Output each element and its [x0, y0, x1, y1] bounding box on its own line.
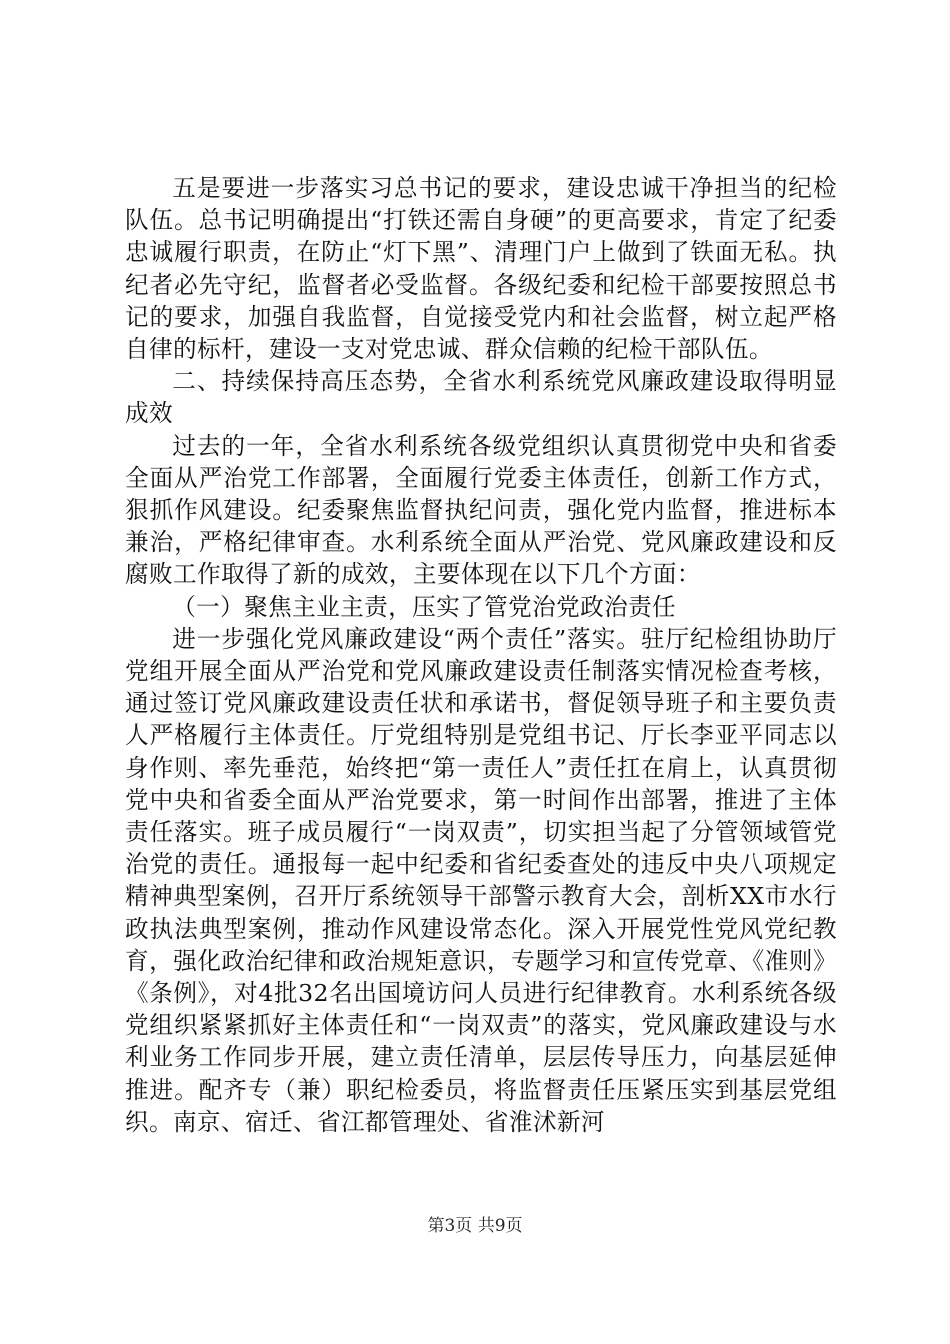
- paragraph-two-responsibilities: 进一步强化党风廉政建设“两个责任”落实。驻厅纪检组协助厅党组开展全面从严治党和党风廉政建设责任制落实情况检查考核，通过签订党风廉政建设责任状和承诺书，督促领导班子和主要负责人严格履行主体责任。厅党组特别是党组书记、厅长李亚平同志以身作则、率先垂范，始终把“第一责任人”责任扛在肩上，认真贯彻党中央和省委全面从严治党要求，第一时间作出部署，推进了主体责任落实。班子成员履行“一岗双责”，切实担当起了分管领域管党治党的责任。通报每一起中纪委和省纪委查处的违反中央八项规定精神典型案例，召开厅系统领导干部警示教育大会，剖析XX市水行政执法典型案例，推动作风建设常态化。深入开展党性党风党纪教育，强化政治纪律和政治规矩意识，专题学习和宣传党章、《准则》《条例》，对4批32名出国境访问人员进行纪律教育。水利系统各级党组织紧紧抓好主体责任和“一岗双责”的落实，党风廉政建设与水利业务工作同步开展，建立责任清单，层层传导压力，向基层延伸推进。配齐专（兼）职纪检委员，将监督责任压紧压实到基层党组织。南京、宿迁、省江都管理处、省淮沭新河: [125, 624, 837, 1136]
- paragraph-discipline-team: 五是要进一步落实习总书记的要求，建设忠诚干净担当的纪检队伍。总书记明确提出“打铁还需自身硬”的更高要求，肯定了纪委忠诚履行职责，在防止“灯下黑”、清理门户上做到了铁面无私。执纪者必先守纪，监督者必受监督。各级纪委和纪检干部要按照总书记的要求，加强自我监督，自觉接受党内和社会监督，树立起严格自律的标杆，建设一支对党忠诚、群众信赖的纪检干部队伍。: [125, 174, 837, 364]
- document-body: [125, 172, 837, 1138]
- section-heading-two: 二、持续保持高压态势，全省水利系统党风廉政建设取得明显成效: [125, 367, 837, 428]
- paragraph-past-year: 过去的一年，全省水利系统各级党组织认真贯彻党中央和省委全面从严治党工作部署，全面履行党委主体责任，创新工作方式，狠抓作风建设。纪委聚焦监督执纪问责，强化党内监督，推进标本兼治，严格纪律审查。水利系统全面从严治党、党风廉政建设和反腐败工作取得了新的成效，主要体现在以下几个方面：: [125, 431, 837, 589]
- subsection-heading-one: （一）聚焦主业主责，压实了管党治党政治责任: [172, 592, 677, 621]
- page-footer: 第3页 共9页: [427, 1216, 523, 1236]
